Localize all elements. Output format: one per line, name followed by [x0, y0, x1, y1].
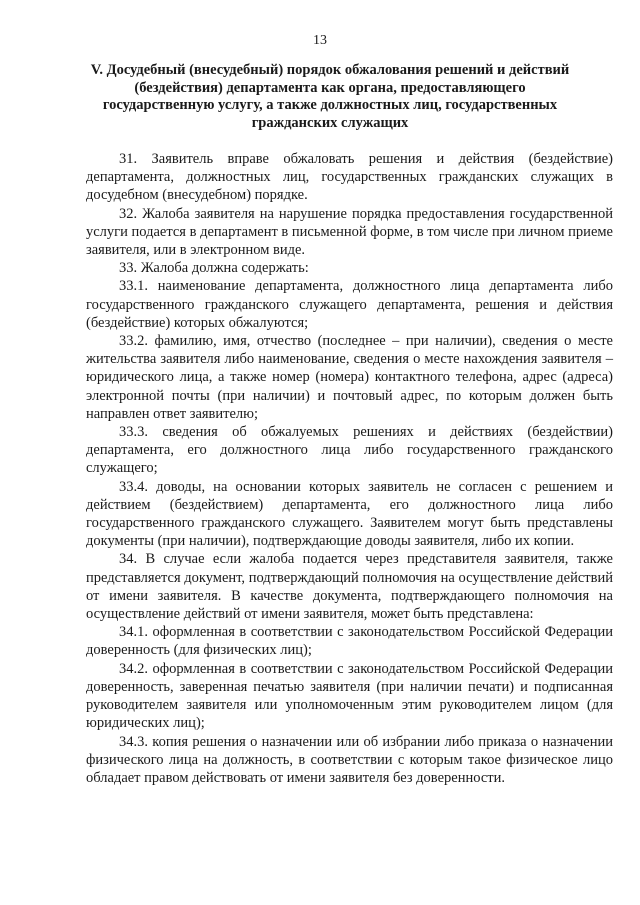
paragraph-34-3: 34.3. копия решения о назначении или об избрании либо приказа о назначении физического лица на должность, в соответствии с которым такое физическое лицо обладает правом действовать от имени заявителя без доверенности.	[86, 733, 613, 786]
paragraph-31: 31. Заявитель вправе обжаловать решения и действия (бездействие) департамента, должностных лиц, государственных гражданских служащих в досудебном (внесудебном) порядке.	[86, 151, 613, 204]
paragraph-33: 33. Жалоба должна содержать:	[119, 260, 309, 277]
section-heading: V. Досудебный (внесудебный) порядок обжалования решений и действий (бездействия) департамента как органа, предоставляющего государственную услугу, а также должностных лиц, государственных гражданских служащих	[90, 62, 570, 131]
paragraph-33-2: 33.2. фамилию, имя, отчество (последнее – при наличии), сведения о месте жительства заявителя либо наименование, сведения о месте нахождения заявителя – юридического лица, а также номер (номера) контактного телефона, адрес (адреса) электронной почты (при наличии) и почтовый адрес, по которым должен быть направлен ответ заявителю;	[86, 333, 613, 422]
paragraph-32: 32. Жалоба заявителя на нарушение порядка предоставления государственной услуги подается в департамент в письменной форме, в том числе при личном приеме заявителя, или в электронном виде.	[86, 205, 613, 259]
paragraph-33-3: 33.3. сведения об обжалуемых решениях и действиях (бездействии) департамента, его должностного лица либо государственного гражданского служащего;	[86, 424, 613, 477]
paragraph-33-1: 33.1. наименование департамента, должностного лица департамента либо государственного гражданского служащего департамента, решения и действия (бездействие) которых обжалуются;	[86, 278, 613, 331]
paragraph-34-1: 34.1. оформленная в соответствии с законодательством Российской Федерации доверенность (для физических лиц);	[86, 624, 613, 659]
paragraph-34-2: 34.2. оформленная в соответствии с законодательством Российской Федерации доверенность, заверенная печатью заявителя (при наличии печати) и подписанная руководителем заявителя или уполномоченным этим руководителем лицом (для юридических лиц);	[86, 660, 613, 732]
paragraph-33-4: 33.4. доводы, на основании которых заявитель не согласен с решением и действием (бездействием) департамента, его должностного лица либо государственного гражданского служащего. Заявителем могут быть представлены документы (при наличии), подтверждающие доводы заявителя, либо их копии.	[86, 478, 613, 550]
paragraph-34: 34. В случае если жалоба подается через представителя заявителя, также представляется документ, подтверждающий полномочия на осуществление действий от имени заявителя. В качестве документа, подтверждающего полномочия на осуществление действий от имени заявителя, может быть представлена:	[86, 551, 613, 623]
page-number: 13	[313, 33, 327, 48]
document-body	[86, 150, 613, 787]
